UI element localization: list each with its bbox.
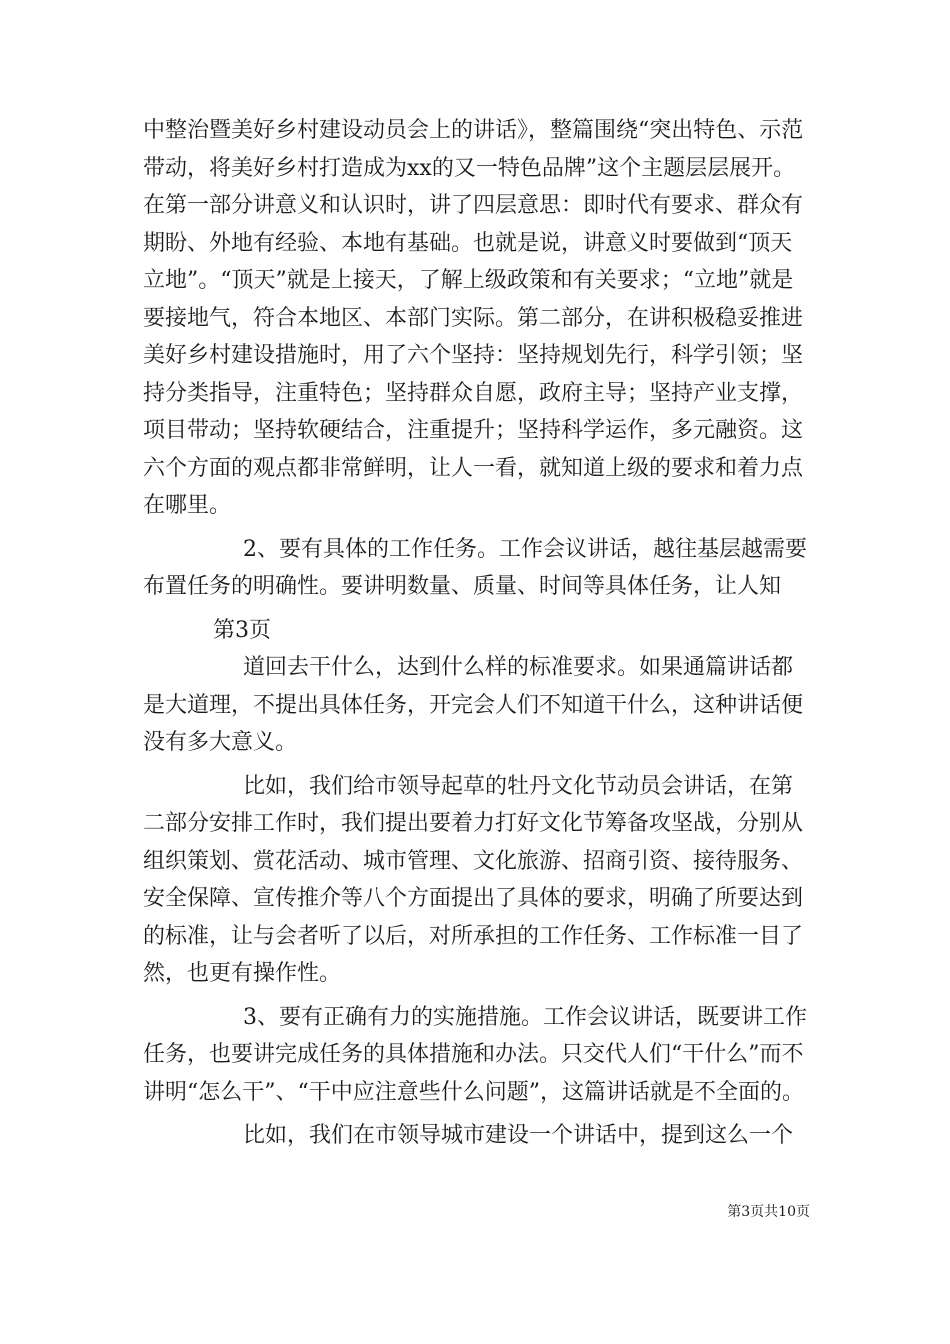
page-footer: 第3页共10页 [727,1204,810,1220]
document-body [143,112,811,1155]
paragraph-point-2-continued: 道回去干什么，达到什么样的标准要求。如果通篇讲话都是大道理，不提出具体任务，开完会人们不知道干什么，这种讲话便没有多大意义。 [143,655,804,755]
page-marker: 第3页 [213,617,271,643]
paragraph-city-example: 比如，我们在市领导城市建设一个讲话中，提到这么一个 [243,1123,794,1148]
paragraph-peony-example: 比如，我们给市领导起草的牡丹文化节动员会讲话，在第二部分安排工作时，我们提出要着力打好文化节筹备攻坚战，分别从组织策划、赏花活动、城市管理、文化旅游、招商引资、接待服务、安全保障、宣传推介等八个方面提出了具体的要求，明确了所要达到的标准，让与会者听了以后，对所承担的工作任务、工作标准一目了然，也更有操作性。 [143,773,804,986]
paragraph-significance-example: 中整治暨美好乡村建设动员会上的讲话》，整篇围绕“突出特色、示范带动，将美好乡村打造成为xx的又一特色品牌”这个主题层层展开。在第一部分讲意义和认识时，讲了四层意思：即时代有要求、群众有期盼、外地有经验、本地有基础。也就是说，讲意义时要做到“顶天立地”。“顶天”就是上接天，了解上级政策和有关要求；“立地”就是要接地气，符合本地区、本部门实际。第二部分，在讲积极稳妥推进美好乡村建设措施时，用了六个坚持：坚持规划先行，科学引领；坚持分类指导，注重特色；坚持群众自愿，政府主导；坚持产业支撑，项目带动；坚持软硬结合，注重提升；坚持科学运作，多元融资。这六个方面的观点都非常鲜明，让人一看，就知道上级的要求和着力点在哪里。 [143,118,804,518]
paragraph-point-2: 2、要有具体的工作任务。工作会议讲话，越往基层越需要布置任务的明确性。要讲明数量、质量、时间等具体任务，让人知 [143,536,807,599]
paragraph-point-3: 3、要有正确有力的实施措施。工作会议讲话，既要讲工作任务，也要讲完成任务的具体措施和办法。只交代人们“干什么”而不讲明“怎么干”、“干中应注意些什么问题”，这篇讲话就是不全面的。 [143,1004,807,1105]
